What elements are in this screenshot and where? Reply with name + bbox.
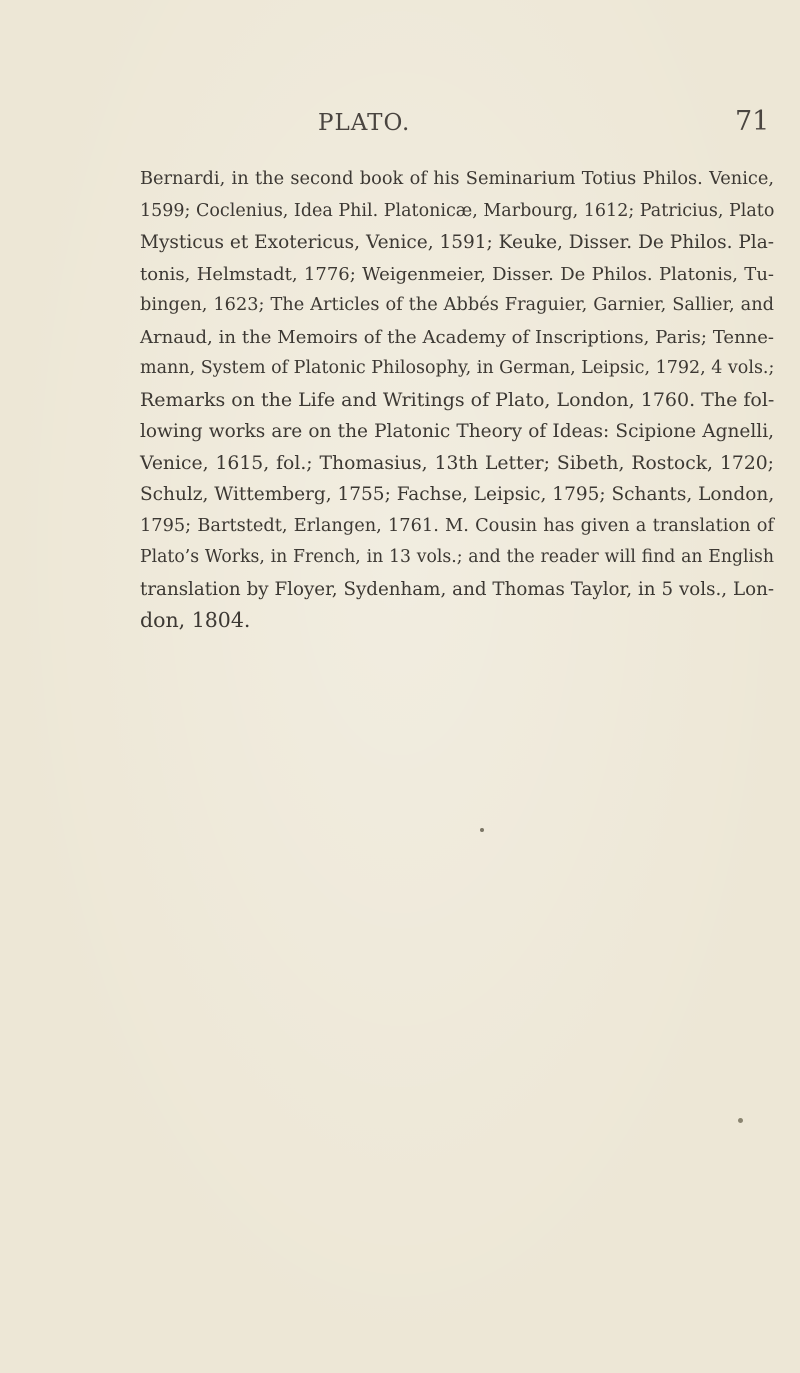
running-title: PLATO.: [318, 110, 411, 136]
text-line: 1599; Coclenius, Idea Phil. Platonicæ, Marbourg, 1612; Patricius, Plato: [140, 200, 775, 221]
text-line: Arnaud, in the Memoirs of the Academy of Inscriptions, Paris; Tenne-: [140, 326, 774, 348]
text-line: Bernardi, in the second book of his Seminarium Totius Philos. Venice,: [140, 169, 774, 189]
text-line: 1795; Bartstedt, Erlangen, 1761. M. Cousin has given a translation of: [140, 515, 774, 536]
text-line: translation by Floyer, Sydenham, and Thomas Taylor, in 5 vols., Lon-: [140, 578, 774, 600]
paper-speck: [480, 828, 484, 832]
text-line: Schulz, Wittemberg, 1755; Fachse, Leipsic, 1795; Schants, London,: [140, 484, 775, 505]
text-line: don, 1804.: [140, 608, 251, 632]
text-line: bingen, 1623; The Articles of the Abbés Fraguier, Garnier, Sallier, and: [140, 295, 774, 315]
text-line: Venice, 1615, fol.; Thomasius, 13th Letter; Sibeth, Rostock, 1720;: [140, 452, 774, 474]
text-line: tonis, Helmstadt, 1776; Weigenmeier, Disser. De Philos. Platonis, Tu-: [140, 263, 774, 285]
text-line: Plato’s Works, in French, in 13 vols.; and the reader will find an English: [140, 547, 774, 567]
text-line: Remarks on the Life and Writings of Plato, London, 1760. The fol-: [140, 388, 775, 411]
body-paragraph: [140, 164, 774, 637]
text-line: lowing works are on the Platonic Theory of Ideas: Scipione Agnelli,: [140, 421, 774, 442]
text-line: Mysticus et Exotericus, Venice, 1591; Keuke, Disser. De Philos. Pla-: [140, 232, 774, 253]
paper-speck: [738, 1118, 743, 1123]
text-line: mann, System of Platonic Philosophy, in German, Leipsic, 1792, 4 vols.;: [140, 358, 775, 378]
page-number: 71: [735, 106, 770, 137]
running-head: [0, 106, 800, 146]
